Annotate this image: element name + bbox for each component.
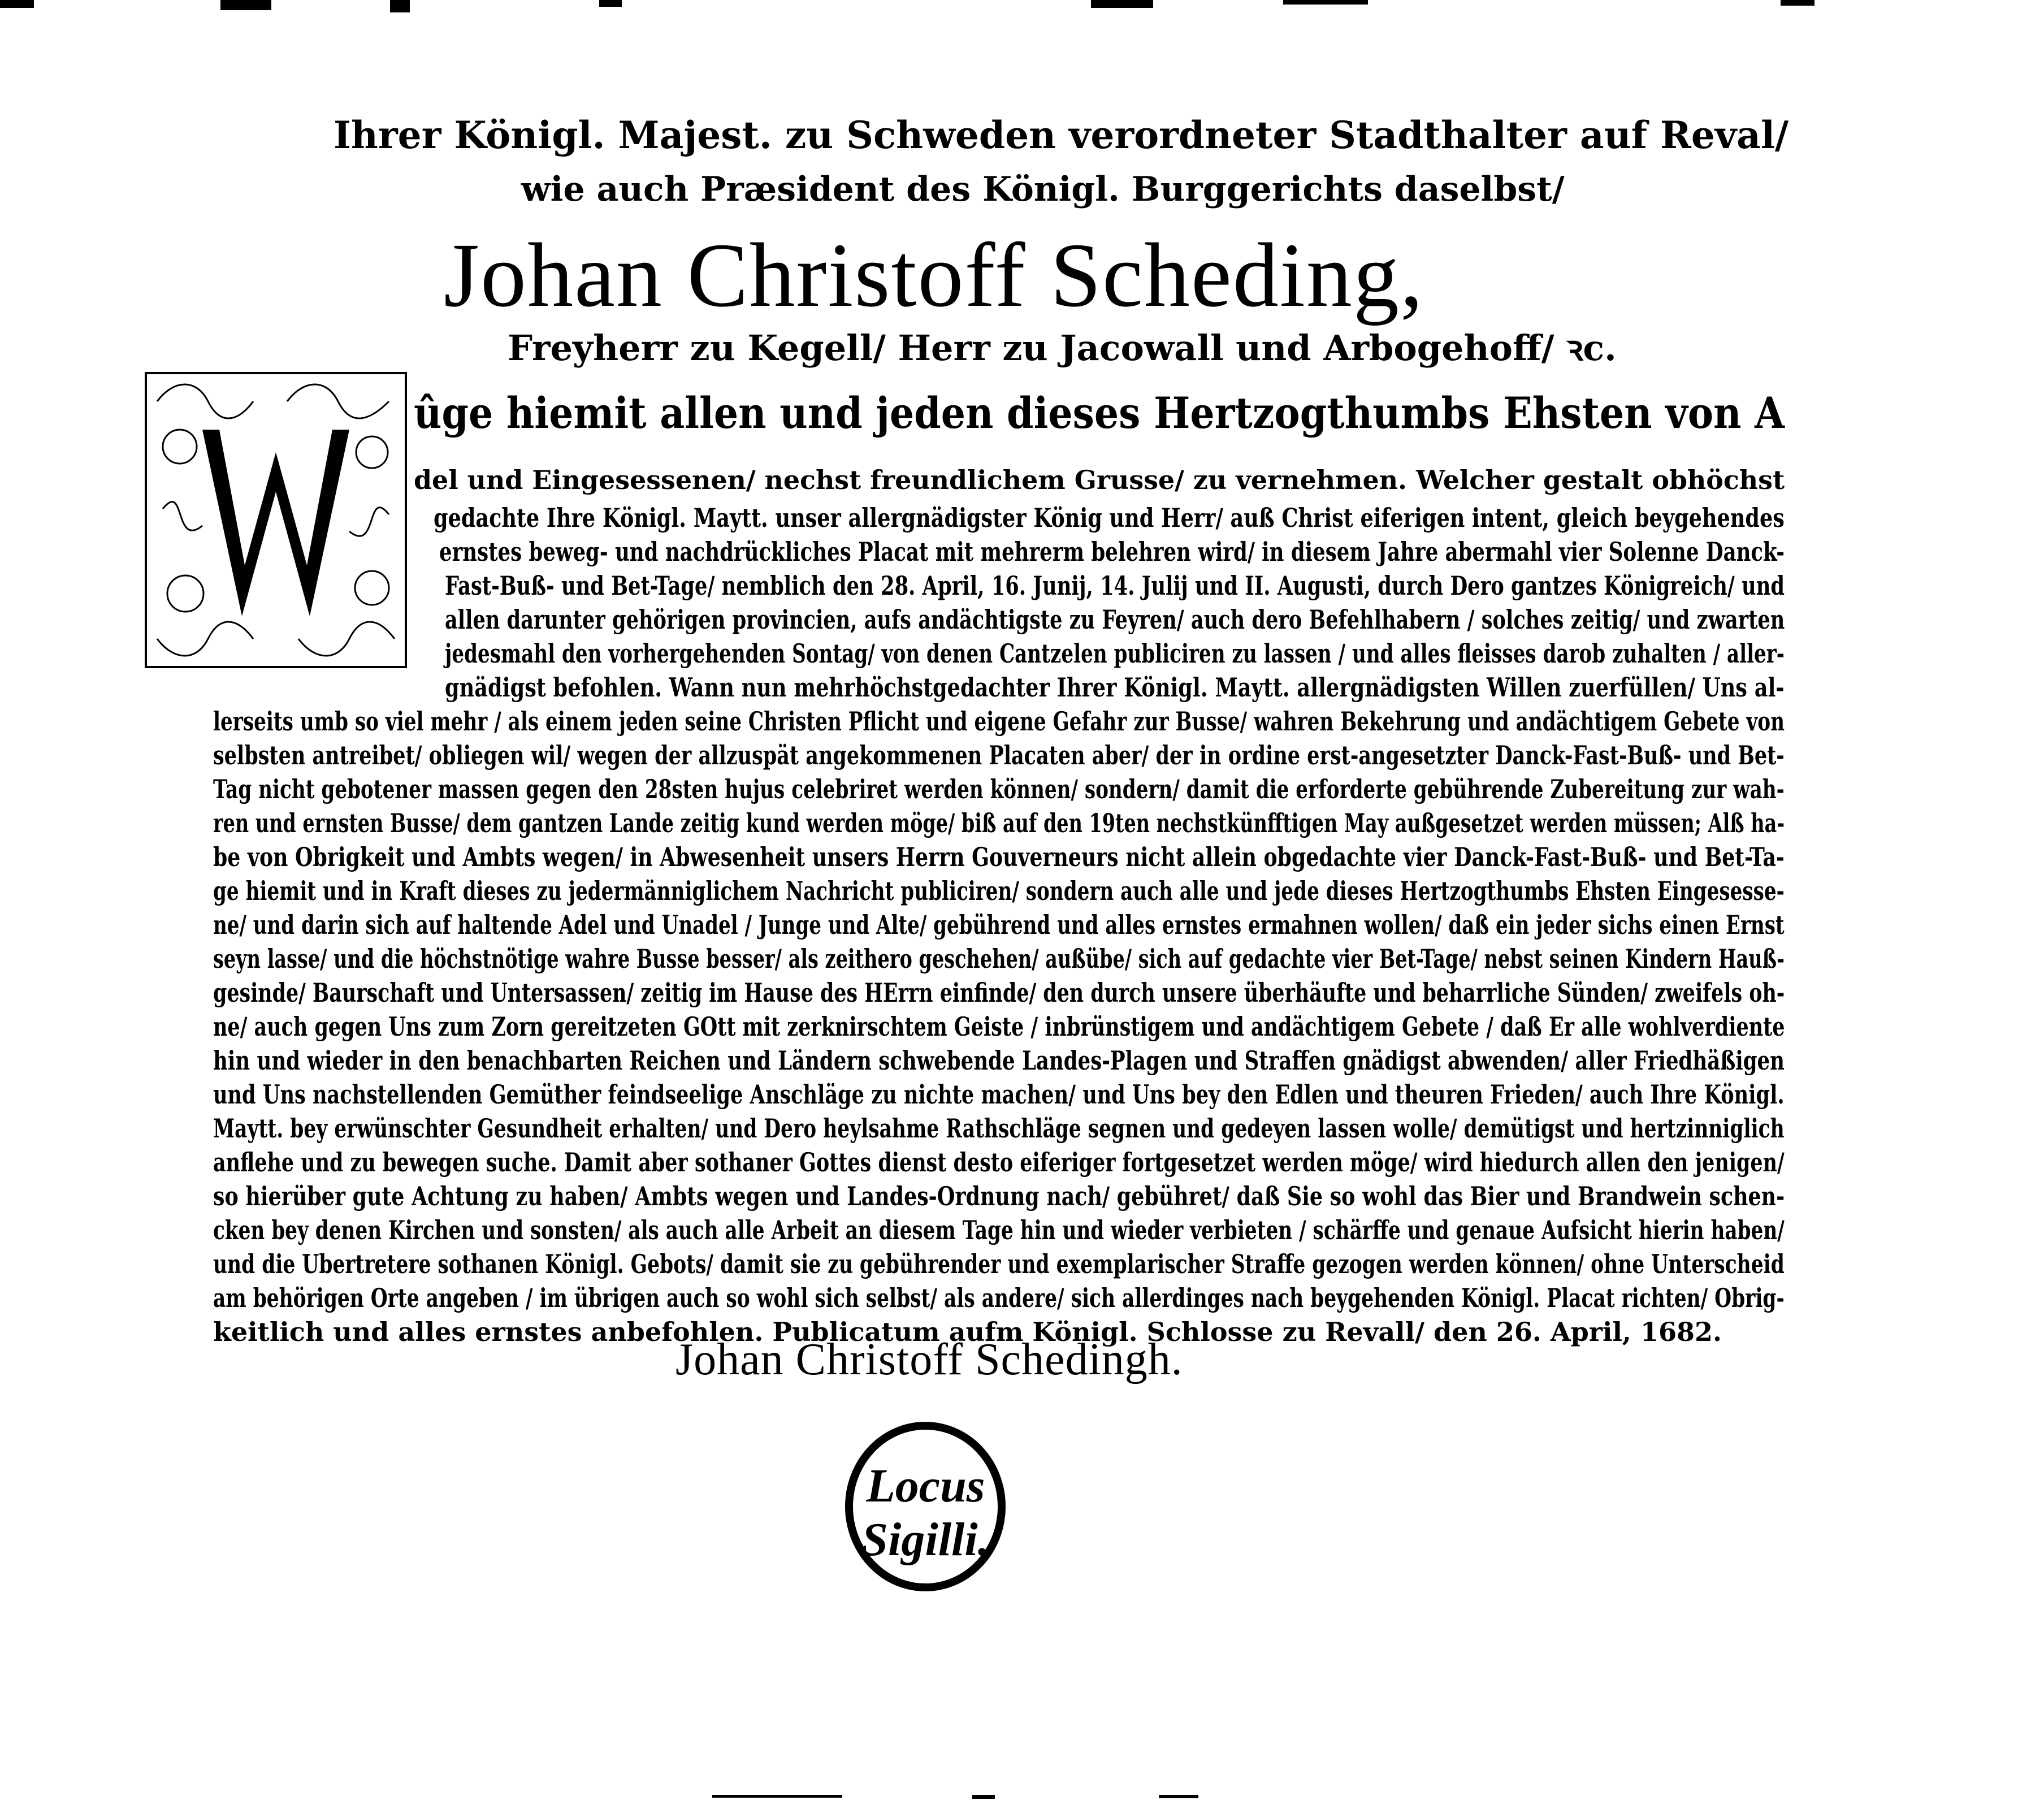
- body-line: selbsten antreibet/ obliegen wil/ wegen der allzuspät angekommenen Placaten aber/ der in ordine erst-angesetzter Danck-Fast-Buß- und Bet-: [213, 740, 1785, 771]
- body-line: hin und wieder in den benachbarten Reichen und Ländern schwebende Landes-Plagen und Straffen gnädigst abwenden/ aller Friedhäßigen: [213, 1045, 1785, 1076]
- body-line: ne/ auch gegen Uns zum Zorn gereitzeten GOtt mit zerknirschtem Geiste / inbrünstigem und andächtigem Gebete / daß Er alle wohlverdiente: [213, 1011, 1785, 1042]
- body-line: gedachte Ihre Königl. Maytt. unser allergnädigster König und Herr/ auß Christ eiferigen intent, gleich beygehendes: [434, 503, 1785, 533]
- body-line: keitlich und alles ernstes anbefohlen. Publicatum aufm Königl. Schlosse zu Revall/ den 26. April, 1682.: [213, 1317, 1722, 1347]
- body-line: lerseits umb so viel mehr / als einem jeden seine Christen Pflicht und eigene Gefahr zur Busse/ wahren Bekehrung und andächtigem Gebete von: [213, 706, 1785, 737]
- body-line: ren und ernsten Busse/ dem gantzen Lande zeitig kund werden möge/ biß auf den 19ten nechstkünfftigen May außgesetzet werden müssen; Alß ha-: [213, 808, 1785, 838]
- body-line: ne/ und darin sich auf haltende Adel und Unadel / Junge und Alte/ gebührend und alles ernstes ermahnen wollen/ daß ein jeder sichs einen Ernst: [213, 910, 1785, 940]
- body-line: am behörigen Orte angeben / im übrigen auch so wohl sich selbst/ als andere/ sich allerdinges nach beygehenden Königl. Placat richten/ Obrig-: [213, 1283, 1785, 1313]
- body-line: cken bey denen Kirchen und sonsten/ als auch alle Arbeit an diesem Tage hin und wieder verbieten / schärffe und genaue Aufsicht hierin haben/: [213, 1215, 1785, 1245]
- body-line: so hierüber gute Achtung zu haben/ Ambts wegen und Landes-Ordnung nach/ gebühret/ daß Sie so wohl das Bier und Brandwein schen-: [213, 1181, 1785, 1211]
- body-line: allen darunter gehörigen provincien, aufs andächtigste zu Feyren/ auch dero Befehlhabern / solches zeitig/ und zwarten: [445, 604, 1785, 635]
- body-line: be von Obrigkeit und Ambts wegen/ in Abwesenheit unsers Herrn Gouverneurs nicht allein obgedachte vier Danck-Fast-Buß- und Bet-Ta-: [213, 842, 1785, 872]
- seal-text-line-2: Sigilli.: [861, 1513, 990, 1566]
- body-line: del und Eingesessenen/ nechst freundlichem Grusse/ zu vernehmen. Welcher gestalt obhöchst: [414, 465, 1785, 495]
- body-line: ûge hiemit allen und jeden dieses Hertzogthumbs Ehsten von A: [414, 388, 1785, 438]
- body-line: gnädigst befohlen. Wann nun mehrhöchstgedachter Ihrer Königl. Maytt. allergnädigsten Willen zuerfüllen/ Uns al-: [445, 672, 1785, 703]
- decorative-initial: [140, 367, 412, 673]
- body-line: anflehe und zu bewegen suche. Damit aber sothaner Gottes dienst desto eiferiger fortgesetzet werden möge/ wird hiedurch allen den jenigen/: [213, 1147, 1785, 1178]
- body-line: Maytt. bey erwünschter Gesundheit erhalten/ und Dero heylsahme Rathschläge segnen und gedeyen lassen wolle/ demütigst und hertzinniglich: [213, 1113, 1785, 1144]
- scan-top-edge-artifacts: [0, 0, 2044, 17]
- body-line: gesinde/ Baurschaft und Untersassen/ zeitig im Hause des HErrn einfinde/ den durch unsere überhäufte und beharrliche Sünden/ zweifels oh-: [213, 977, 1785, 1008]
- seal-text-line-1: Locus: [866, 1460, 985, 1512]
- body-line: seyn lasse/ und die höchstnötige wahre Busse besser/ als zeithero geschehen/ außübe/ sich auf gedachte vier Bet-Tage/ nebst seinen Kindern Hauß-: [213, 944, 1785, 974]
- author-name: Johan Christoff Scheding,: [444, 225, 1424, 326]
- body-line: jedesmahl den vorhergehenden Sontag/ von denen Cantzelen publiciren zu lassen / und alles fleisses darob zuhalten / aller-: [445, 638, 1785, 669]
- heading-line-1: Ihrer Königl. Majest. zu Schweden verordneter Stadthalter auf Reval/: [334, 113, 1789, 157]
- body-line: und Uns nachstellenden Gemüther feindseelige Anschläge zu nichte machen/ und Uns bey den Edlen und theuren Frieden/ auch Ihre Königl.: [213, 1079, 1785, 1110]
- body-line: Fast-Buß- und Bet-Tage/ nemblich den 28. April, 16. Junij, 14. Julij und II. Augusti, durch Dero gantzes Königreich/ und: [445, 570, 1785, 601]
- body-line: ge hiemit und in Kraft dieses zu jedermänniglichem Nachricht publiciren/ sondern auch alle und jede dieses Hertzogthumbs Ehsten Eingesesse-: [213, 876, 1785, 906]
- decorative-initial-letter: T: [140, 367, 141, 368]
- author-titles: Freyherr zu Kegell/ Herr zu Jacowall und Arbogehoff/ ꝛc.: [508, 327, 1617, 369]
- seal: [842, 1419, 1009, 1594]
- signature: Johan Christoff Schedingh.: [675, 1335, 1183, 1384]
- scan-bottom-edge-artifacts: [0, 1795, 2044, 1809]
- heading-line-2: wie auch Præsident des Königl. Burggerichts daselbst/: [521, 170, 1565, 209]
- body-line: Tag nicht gebotener massen gegen den 28sten hujus celebriret werden können/ sondern/ damit die erforderte gebührende Zubereitung zur wah-: [213, 774, 1785, 804]
- body-line: und die Ubertretere sothanen Königl. Gebots/ damit sie zu gebührender und exemplarischer Straffe gezogen werden können/ ohne Unterscheid: [213, 1249, 1785, 1279]
- body-line: ernstes beweg- und nachdrückliches Placat mit mehrerm belehren wird/ in diesem Jahre abermahl vier Solenne Danck-: [439, 536, 1785, 567]
